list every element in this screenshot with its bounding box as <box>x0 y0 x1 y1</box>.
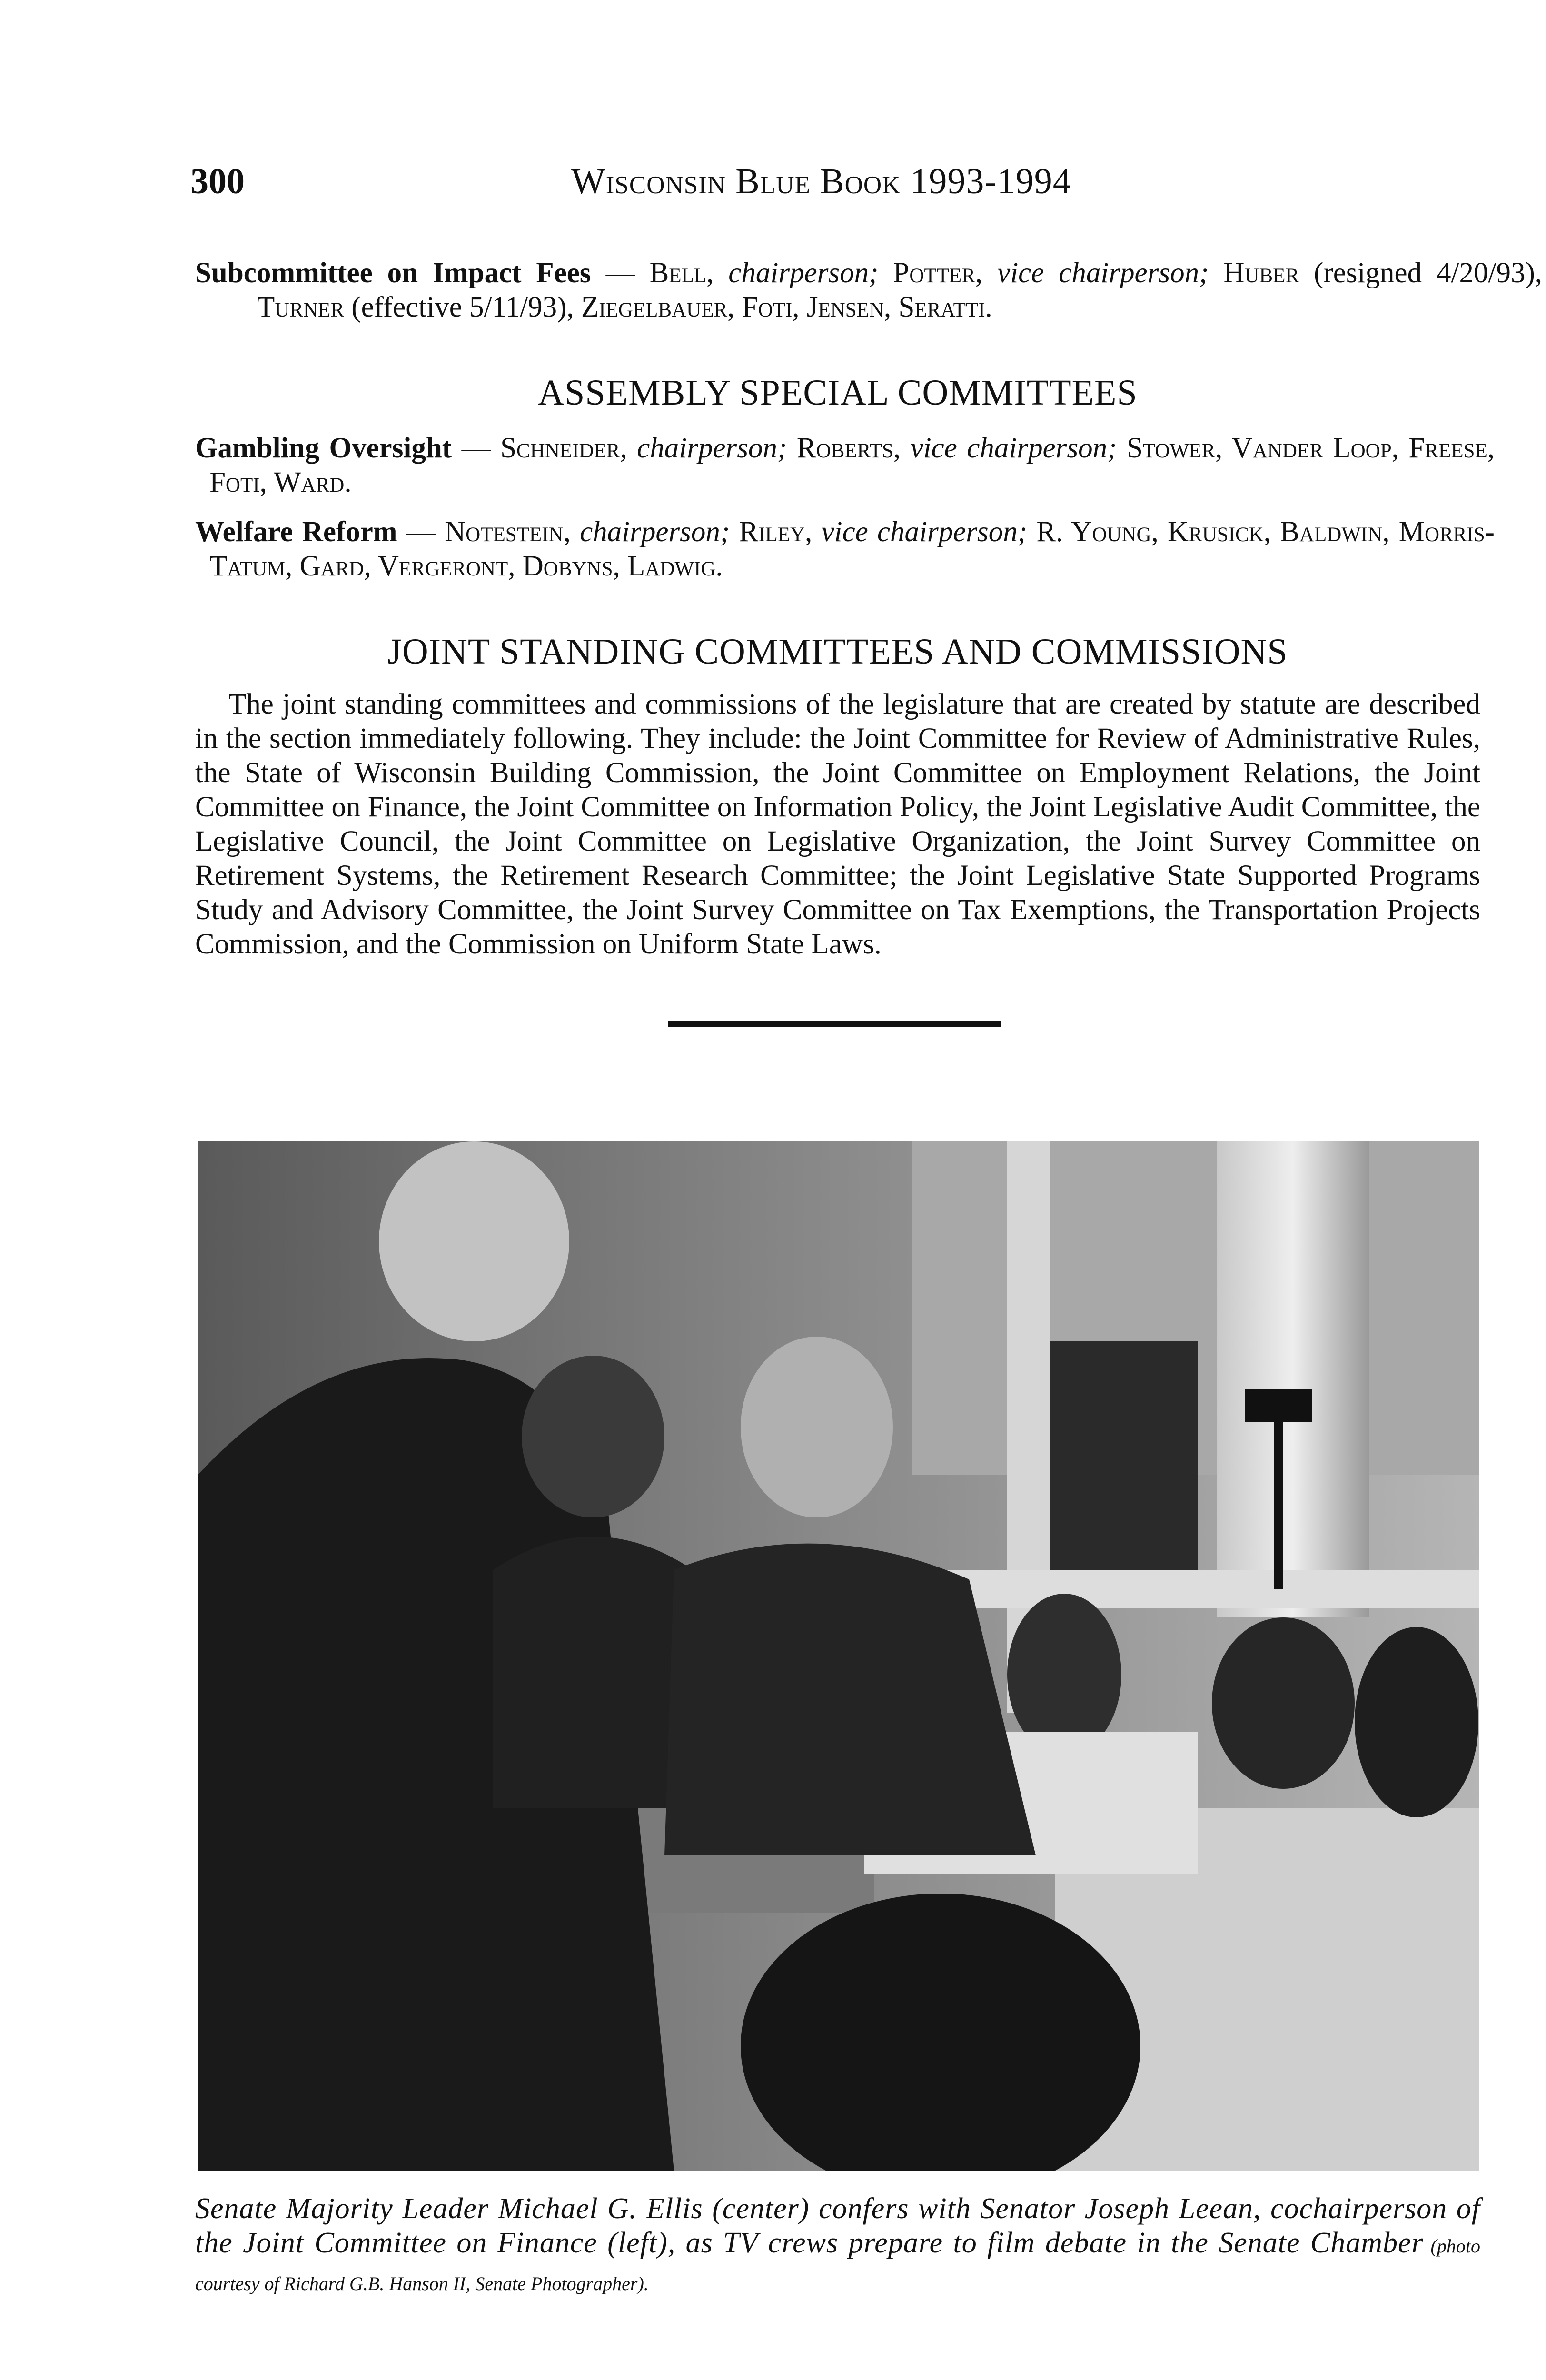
member-riley: Riley <box>739 516 805 548</box>
member-potter: Potter <box>893 257 975 289</box>
welfare-title: Welfare Reform <box>195 516 397 548</box>
member-schneider: Schneider <box>500 432 620 464</box>
separator: — <box>397 516 445 548</box>
separator: , <box>563 516 580 548</box>
running-title: Wisconsin Blue Book 1993-1994 <box>571 161 1071 201</box>
separator <box>878 257 893 289</box>
separator: , <box>893 432 911 464</box>
separator <box>1027 516 1036 548</box>
member-notestein: Notestein <box>445 516 564 548</box>
rail <box>912 1570 1479 1608</box>
separator: , <box>805 516 822 548</box>
leean-head <box>379 1141 569 1341</box>
marble-column <box>1217 1141 1369 1617</box>
middle-man-head <box>522 1356 664 1517</box>
senate-chamber-photo <box>198 1141 1479 2171</box>
ellis-head <box>741 1337 893 1517</box>
role-chairperson: chairperson; <box>728 257 879 289</box>
member-huber: Huber <box>1223 257 1299 289</box>
separator: , <box>620 432 637 464</box>
separator <box>1117 432 1127 464</box>
separator: , <box>706 257 729 289</box>
gambling-title: Gambling Oversight <box>195 432 452 464</box>
committee-gambling-oversight <box>195 431 1495 500</box>
members-remaining: Ziegelbauer, Foti, Jensen, Seratti. <box>581 291 992 323</box>
separator: — <box>452 432 501 464</box>
role-chairperson: chairperson; <box>637 432 787 464</box>
person-background <box>1007 1594 1121 1755</box>
member-bell: Bell <box>649 257 707 289</box>
subcommittee-dash: — <box>591 257 650 289</box>
caption-credit: (photo courtesy of Richard G.B. Hanson II, Senate Photographer). <box>195 2235 1480 2294</box>
member-turner: Turner <box>257 291 344 323</box>
role-vice-chairperson: vice chairperson; <box>821 516 1028 548</box>
role-vice-chairperson: vice chairperson; <box>910 432 1117 464</box>
heading-assembly-special-committees: ASSEMBLY SPECIAL COMMITTEES <box>538 373 1138 413</box>
tripod <box>1274 1408 1283 1589</box>
note-effective: (effective 5/11/93), <box>344 291 581 323</box>
tv-camera <box>1245 1389 1312 1422</box>
doorway <box>1045 1341 1198 1589</box>
page-header <box>190 161 1142 213</box>
separator <box>787 432 797 464</box>
note-resigned: (resigned 4/20/93), <box>1299 257 1543 289</box>
section-divider-rule <box>668 1021 1001 1027</box>
photo-caption <box>195 2192 1480 2301</box>
joint-committees-paragraph: The joint standing committees and commissions of the legislature that are created by statute are described in the section immediately following. They include: the Joint Committee for Review of Administrative Rules, the State of Wisconsin Building Commission, the Joint Committee on Employment Relations, the Joint Committee on Finance, the Joint Committee on Information Policy, the Joint Legislative Audit Committee, the Legislative Council, the Joint Committee on Legislative Organization, the Joint Survey Committee on Retirement Systems, the Retirement Research Committee; the Joint Legislative State Supported Programs Study and Advisory Committee, the Joint Survey Committee on Tax Exemptions, the Transportation Projects Commission, and the Commission on Uniform State Laws. <box>195 688 1480 960</box>
welfare-members: R. Young, Krusick, Baldwin, Morris-Tatum, Gard, Vergeront, Dobyns, Ladwig. <box>209 516 1495 582</box>
separator <box>730 516 739 548</box>
photo-illustration <box>198 1141 1479 2171</box>
chair-center <box>1212 1617 1355 1789</box>
separator <box>1209 257 1223 289</box>
gambling-members: Stower, Vander Loop, Freese, Foti, Ward. <box>209 432 1495 498</box>
role-chairperson: chairperson; <box>580 516 730 548</box>
caption-main: Senate Majority Leader Michael G. Ellis (center) confers with Senator Joseph Leean, cochairperson of the Joint Committee on Finance (left), as TV crews prepare to film debate in the Senate Chamber <box>195 2192 1480 2259</box>
role-vice-chairperson: vice chairperson; <box>997 257 1209 289</box>
committee-welfare-reform <box>195 515 1495 584</box>
subcommittee-title: Subcommittee on Impact Fees <box>195 257 591 289</box>
page-number: 300 <box>190 161 245 201</box>
member-roberts: Roberts <box>796 432 893 464</box>
subcommittee-impact-fees <box>195 256 1542 325</box>
separator: , <box>975 257 998 289</box>
heading-joint-standing-committees: JOINT STANDING COMMITTEES AND COMMISSIONS <box>387 632 1288 672</box>
chair-right <box>1355 1627 1478 1817</box>
